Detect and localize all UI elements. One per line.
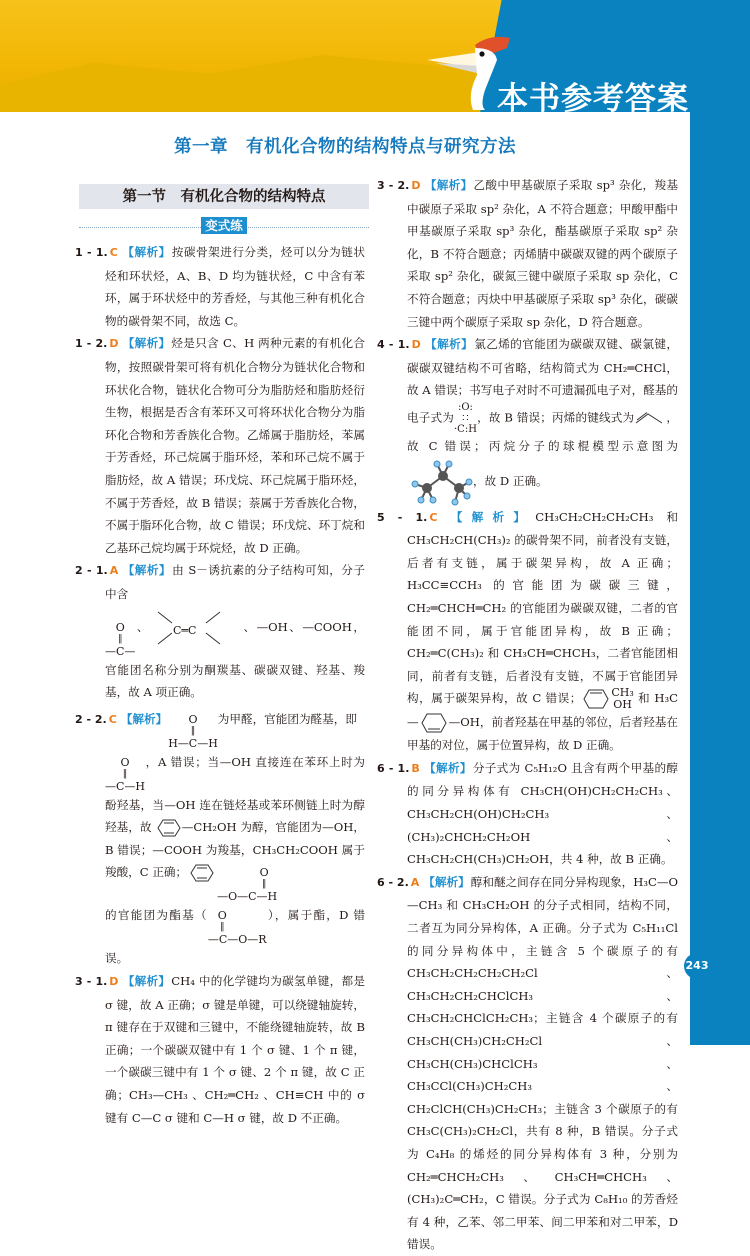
answer-4-1: 4 - 1. D 【解析】氯乙烯的官能团为碳碳双键、碳氯键，碳碳双键结构不可省略，结构简式为 CH₂═CHCl，故 A 错误；书写电子对时不可遗漏孤电子对，醛基的电子式为 :O: ∷ ·C:H ，故 B 错误；丙烯的键线式为 ，故 C 错误；丙烷分子的球棍模型示意图为，故 D 正确。	[385, 333, 678, 505]
page-number: 243	[684, 953, 710, 979]
answer-2-1: 2 - 1. A 【解析】由 S－诱抗素的分子结构可知，分子中含 O ‖ —C— 、 C═C 、—OH、—COOH，官能团名称分别为酮羰基、碳碳双键、羟基、羧基，故 A 项正确。	[75, 563, 365, 700]
answer-choice: D	[411, 338, 421, 352]
alkene-structure: C═C	[150, 606, 242, 650]
answer-number: 4 - 1.	[377, 338, 410, 352]
answer-choice: D	[109, 337, 119, 351]
propane-ball-stick-model-icon	[407, 458, 473, 506]
answer-text: CH₄ 中的化学键均为碳氢单键，都是 σ 键，故 A 正确；σ 键是单键，可以绕键轴旋转，π 键存在于双键和三键中，不能绕键轴旋转，故 B 正确；一个碳碳双键中有 1 个 σ 键、1 个 π 键，一个碳碳三键中有 1 个 σ 键、2 个 π 键，故 C 正确；CH₃—CH₃ 、CH₂═CH₂ 、CH≡CH 中的 σ 键有 C—C σ 键和 C—H σ 键，故 D 不正确。	[105, 974, 365, 1125]
formate-structure: O ‖ —O—C—H	[217, 866, 278, 904]
answer-1-2	[75, 332, 365, 559]
formaldehyde-structure: O ‖ H—C—H	[168, 712, 218, 750]
benzene-ring-icon	[152, 818, 182, 838]
o-cresol-ring-icon	[581, 688, 611, 710]
answer-number: 1 - 1.	[75, 246, 108, 259]
answer-text: 、—OH、—COOH，官能团名称分别为酮羰基、碳碳双键、羟基、羧基，故 A 项正确。	[105, 619, 365, 700]
answer-text: 分子式为 C₅H₁₂O 且含有两个甲基的醇的同分异构体有 CH₃CH(OH)CH₂CH₂CH₃、CH₃CH₂CH(OH)CH₂CH₃、(CH₃)₂CHCH₂CH₂OH、CH₃CH₂CH(CH₃)CH₂OH，共 4 种，故 B 正确。	[407, 760, 678, 867]
section-title: 第一节 有机化合物的结构特点	[79, 184, 369, 209]
answer-number: 6 - 1.	[377, 761, 410, 775]
answer-choice: A	[109, 564, 119, 578]
answer-text: 乙酸中甲基碳原子采取 sp³ 杂化，羧基中碳原子采取 sp² 杂化，A 不符合题意；甲酸甲酯中甲基碳原子采取 sp³ 杂化，酯基碳原子采取 sp² 杂化，B 不符合题意；丙烯腈中碳碳双键的两个碳原子采取 sp² 杂化，碳氮三键中碳原子采取 sp 杂化，C 不符合题意；丙炔中甲基碳原子采取 sp³ 杂化，碳碳三键中两个碳原子采取 sp 杂化，D 符合题意。	[407, 178, 678, 329]
answer-choice: B	[411, 761, 420, 775]
propene-skeletal-icon	[634, 411, 666, 425]
aldehyde-structure: O ‖ —C—H	[105, 755, 146, 793]
ester-structure: O ‖ —C—O—R	[207, 909, 267, 947]
analysis-label: 【解析】	[423, 760, 472, 775]
answer-text: 由 S－诱抗素的分子结构可知，分子中含	[105, 563, 365, 601]
answer-text: 按碳骨架进行分类，烃可以分为链状烃和环状烃，A、B、D 均为链状烃，C 中含有苯环，属于环状烃中的芳香烃，与其他三种有机化合物的碳骨架不同，故选 C。	[105, 245, 365, 328]
right-column	[377, 174, 678, 1256]
answer-choice: D	[411, 179, 421, 192]
o-cresol-substituents: CH₃ OH	[611, 686, 634, 712]
answer-choice: A	[410, 875, 420, 889]
benzene-ring-icon	[187, 863, 217, 883]
answer-number: 2 - 2.	[75, 712, 107, 726]
side-blue-band	[690, 100, 750, 1045]
analysis-label: 【解析】	[122, 336, 171, 351]
answer-number: 5 - 1.	[377, 510, 428, 524]
answer-2-2: 2 - 2. C 【解析】 O ‖ H—C—H 为甲醛，官能团为醛基，即 O ‖ —C—H ，A 错误；当—OH 直接连在苯环上时为酚羟基，当—OH 连在链烃基或苯环侧链上时为醇羟基，故 —CH₂OH 为醇，官能团为—OH，B 错误；—COOH 为羧基，CH₃CH₂COOH 属于羧酸，C 正确； O ‖ —O—C—H 的官能团为酯基（ O ‖ —C—O—R ），属于酯，D 错误。	[75, 711, 365, 966]
answer-6-1	[377, 757, 678, 871]
analysis-label: 【解析】	[424, 178, 473, 192]
practice-label: 变式练	[201, 217, 247, 234]
analysis-label: 【解析】	[121, 245, 171, 259]
answer-1-1	[75, 241, 365, 332]
answer-choice: C	[429, 510, 438, 524]
analysis-label: 【解析】	[122, 563, 172, 578]
answer-number: 1 - 2.	[75, 337, 108, 351]
left-column	[75, 184, 365, 1129]
answer-choice: C	[109, 246, 118, 259]
analysis-label: 【解析】	[423, 874, 470, 889]
answer-3-2	[377, 174, 678, 333]
analysis-label: 【解析】	[120, 711, 168, 726]
practice-heading	[83, 215, 365, 241]
chapter-title: 第一章 有机化合物的结构特点与研究方法	[174, 137, 516, 157]
answer-text: 烃是只含 C、H 两种元素的有机化合物，按照碳骨架可将有机化合物分为链状化合物和环状化合物，链状化合物可分为脂肪烃和脂肪烃衍生物，根据是否含有苯环又可将环状化合物分为脂环化合物和芳香族化合物。乙烯属于脂肪烃，苯属于芳香烃，环己烷属于脂环烃，苯和环己烷不属于脂肪烃，故 A 错误；环戊烷、环己烷属于脂环烃，不属于芳香烃，故 B 错误；萘属于芳香族化合物，不属于脂环化合物，故 C 错误；环戊烷、环丁烷和乙基环己烷均属于环烷烃，故 D 正确。	[105, 336, 365, 555]
analysis-label: 【解析】	[122, 974, 171, 989]
electron-formula: :O: ∷ ·C:H	[454, 401, 477, 435]
answer-number: 3 - 2.	[377, 179, 410, 192]
analysis-label: 【解析】	[424, 337, 474, 352]
answer-number: 2 - 1.	[75, 564, 108, 578]
answer-5-1: 5 - 1. C 【解析】CH₃CH₂CH₂CH₂CH₃ 和 CH₃CH₂CH(CH₃)₂ 的碳骨架不同，前者没有支链，后者有支链，属于碳架异构，故 A 正确；H₃CC≡CCH₃ 的官能团为碳碳三键，CH₂═CHCH═CH₂ 的官能团为碳碳双键，二者的官能团不同，属于官能团异构，故 B 正确；CH₂═C(CH₃)₂ 和 CH₃CH═CHCH₃，二者官能团相同，前者有支链，后者没有支链，不属于官能团异构，属于碳架异构，故 C 错误； CH₃ OH 和 H₃C— —OH，前者羟基在甲基的邻位，后者羟基在甲基的对位，属于位置异构，故 D 正确。	[377, 509, 678, 753]
answer-number: 3 - 1.	[75, 975, 108, 989]
analysis-label: 【解析】	[441, 509, 535, 524]
answer-3-1	[75, 970, 365, 1129]
banner-title: 本书参考答案	[497, 81, 689, 117]
answer-number: 6 - 2.	[377, 875, 409, 889]
answer-choice: D	[109, 975, 119, 989]
answer-text: 醇和醚之间存在同分异构现象，H₃C—O—CH₃ 和 CH₃CH₂OH 的分子式相同，结构不同，二者互为同分异构体，A 正确。分子式为 C₅H₁₁Cl 的同分异构体中，主链含 5 个碳原子的有 CH₃CH₂CH₂CH₂CH₂Cl、CH₃CH₂CH₂CHClCH₃、CH₃CH₂CHClCH₂CH₃；主链含 4 个碳原子的有 CH₃CH(CH₃)CH₂CH₂Cl、CH₃CH(CH₃)CHClCH₃、CH₃CCl(CH₃)CH₂CH₃、CH₂ClCH(CH₃)CH₂CH₃；主链含 3 个碳原子的有 CH₃C(CH₃)₂CH₂Cl，共有 8 种，B 错误。分子式为 C₄H₈ 的烯烃的同分异构体有 3 种，分别为 CH₂═CHCH₂CH₃、CH₃CH═CHCH₃、(CH₃)₂C═CH₂，C 错误。分子式为 C₈H₁₀ 的芳香烃有 4 种，乙苯、邻二甲苯、间二甲苯和对二甲苯，D 错误。	[407, 874, 678, 1252]
answer-choice: C	[108, 712, 117, 726]
ketone-carbonyl-structure: O ‖ —C—	[105, 620, 136, 658]
p-cresol-ring-icon	[419, 712, 449, 734]
answer-6-2	[377, 871, 678, 1256]
